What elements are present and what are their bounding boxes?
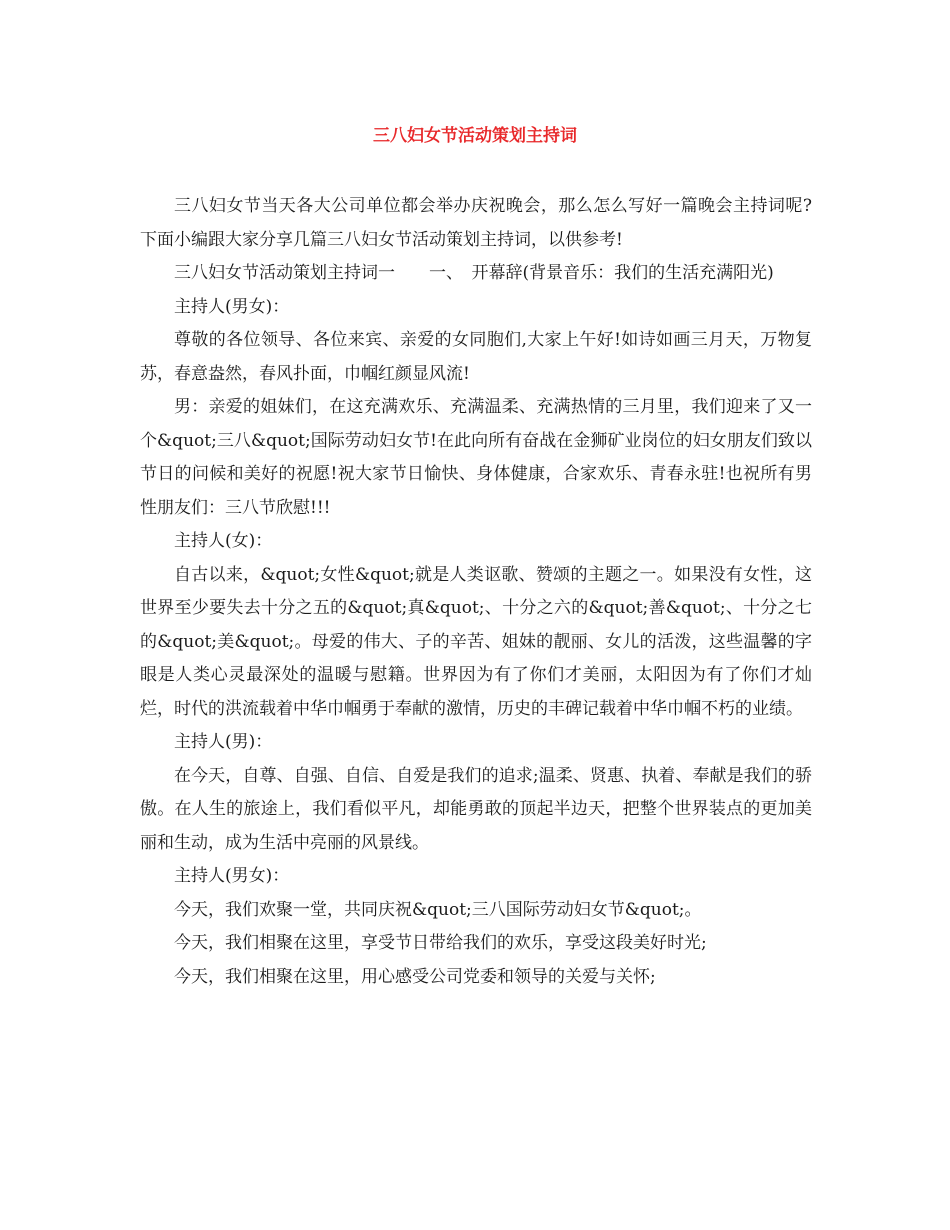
document-body [140,190,812,994]
section-heading-paragraph: 三八妇女节活动策划主持词一 一、 开幕辞(背景音乐：我们的生活充满阳光) [174,263,774,283]
speech-paragraph: 今天，我们相聚在这里，享受节日带给我们的欢乐，享受这段美好时光; [174,933,707,953]
speech-paragraph: 尊敬的各位领导、各位来宾、亲爱的女同胞们,大家上午好!如诗如画三月天，万物复苏，春意盎然，春风扑面，巾帼红颜显风流! [140,330,812,384]
speech-paragraph: 自古以来，&quot;女性&quot;就是人类讴歌、赞颂的主题之一。如果没有女性，这世界至少要失去十分之五的&quot;真&quot;、十分之六的&quot;善&quot;、十分之七的&quot;美&quot;。母爱的伟大、子的辛苦、姐妹的靓丽、女儿的活泼，这些温馨的字眼是人类心灵最深处的温暖与慰籍。世界因为有了你们才美丽，太阳因为有了你们才灿烂，时代的洪流载着中华巾帼勇于奉献的激情，历史的丰碑记载着中华巾帼不朽的业绩。 [140,564,812,719]
speech-paragraph: 在今天，自尊、自强、自信、自爱是我们的追求;温柔、贤惠、执着、奉献是我们的骄傲。在人生的旅途上，我们看似平凡，却能勇敢的顶起半边天，把整个世界装点的更加美丽和生动，成为生活中亮丽的风景线。 [140,765,812,853]
intro-paragraph: 三八妇女节当天各大公司单位都会举办庆祝晚会，那么怎么写好一篇晚会主持词呢?下面小编跟大家分享几篇三八妇女节活动策划主持词，以供参考! [140,196,812,250]
speech-paragraph: 今天，我们欢聚一堂，共同庆祝&quot;三八国际劳动妇女节&quot;。 [174,899,702,920]
speaker-label: 主持人(男女)： [174,866,290,886]
speech-paragraph: 男：亲爱的姐妹们，在这充满欢乐、充满温柔、充满热情的三月里，我们迎来了又一个&quot;三八&quot;国际劳动妇女节!在此向所有奋战在金狮矿业岗位的妇女朋友们致以节日的问候和美好的祝愿!祝大家节日愉快、身体健康，合家欢乐、青春永驻!也祝所有男性朋友们：三八节欣慰!!! [140,397,812,518]
speech-paragraph: 今天，我们相聚在这里，用心感受公司党委和领导的关爱与关怀; [174,966,656,987]
speaker-label: 主持人(男)： [174,732,273,752]
document-title: 三八妇女节活动策划主持词 [373,126,577,146]
speaker-label: 主持人(女)： [174,531,273,551]
speaker-label: 主持人(男女)： [174,296,290,317]
